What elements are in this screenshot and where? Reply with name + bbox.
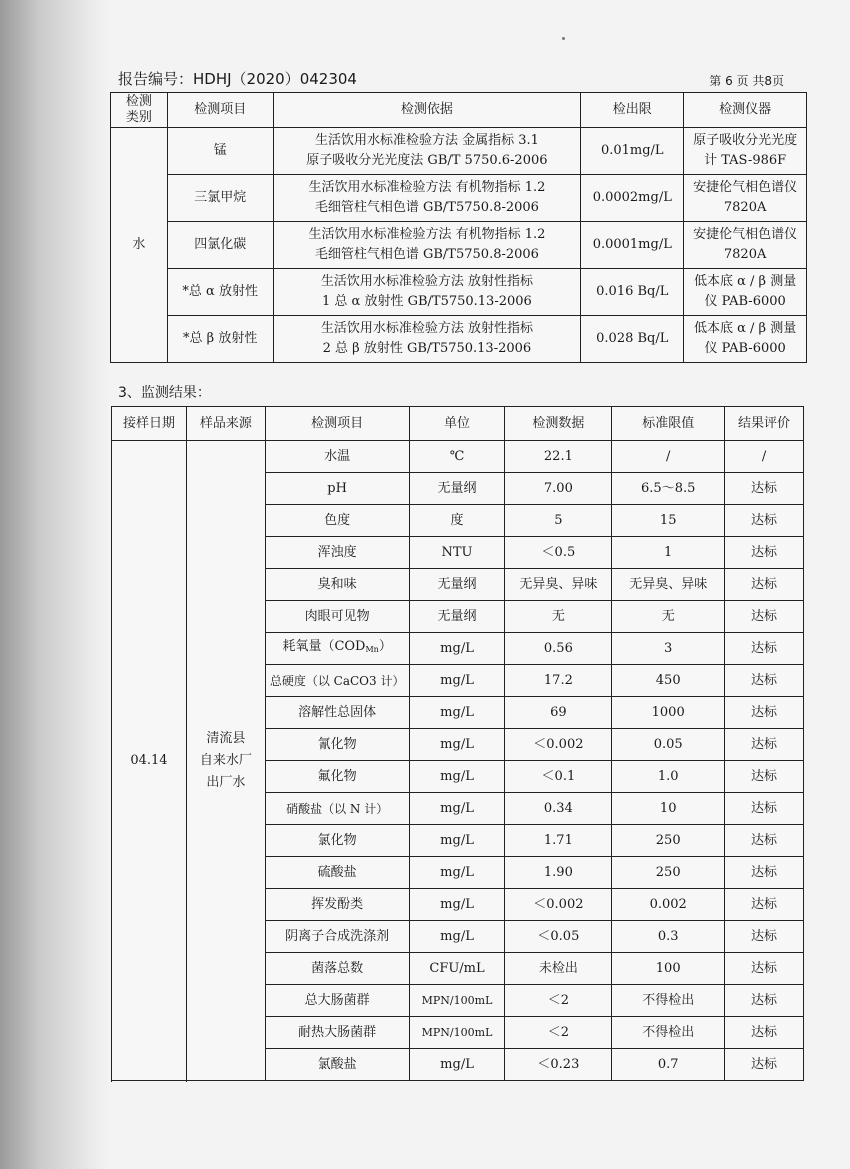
result-evaluation: / — [725, 441, 804, 473]
method-basis — [273, 316, 581, 363]
result-data: ＜0.1 — [505, 761, 612, 793]
result-data: 7.00 — [505, 473, 612, 505]
method-limit: 0.028 Bq/L — [581, 316, 684, 363]
result-data: ＜0.5 — [505, 537, 612, 569]
col-header-limit: 检出限 — [581, 93, 684, 128]
method-limit: 0.016 Bq/L — [581, 269, 684, 316]
col-header-date: 接样日期 — [112, 407, 187, 441]
result-item-close: ） — [378, 639, 392, 654]
result-evaluation: 达标 — [725, 889, 804, 921]
result-limit: 6.5～8.5 — [612, 473, 725, 505]
result-item: 总大肠菌群 — [265, 985, 409, 1017]
method-row — [111, 222, 807, 269]
result-item: 总硬度（以 CaCO3 计） — [265, 665, 409, 697]
result-unit: MPN/100mL — [409, 1017, 505, 1049]
result-item-subscript: Mn — [365, 645, 379, 654]
result-evaluation: 达标 — [725, 761, 804, 793]
result-unit: mg/L — [409, 857, 505, 889]
instrument-line-2: 7820A — [723, 200, 767, 215]
result-item: 挥发酚类 — [265, 889, 409, 921]
instrument-line-1: 安捷伦气相色谱仪 — [693, 180, 798, 195]
col-header-unit: 单位 — [409, 407, 505, 441]
result-item: 硝酸盐（以 N 计） — [265, 793, 409, 825]
method-item: 三氯甲烷 — [167, 175, 273, 222]
method-item: *总 α 放射性 — [167, 269, 273, 316]
result-limit: 250 — [612, 857, 725, 889]
instrument-line-2: 仪 PAB-6000 — [704, 294, 786, 309]
result-data: ＜0.002 — [505, 729, 612, 761]
result-evaluation: 达标 — [725, 729, 804, 761]
col-header-source: 样品来源 — [186, 407, 265, 441]
method-basis — [273, 175, 581, 222]
page-number: 第 6 页 共8页 — [709, 74, 784, 88]
result-data: ＜2 — [505, 1017, 612, 1049]
method-item: 锰 — [167, 128, 273, 175]
result-item: 氯化物 — [265, 825, 409, 857]
result-limit: 不得检出 — [612, 1017, 725, 1049]
instrument-line-2: 仪 PAB-6000 — [704, 341, 786, 356]
result-unit: CFU/mL — [409, 953, 505, 985]
result-header-row — [112, 407, 804, 441]
result-data: 1.90 — [505, 857, 612, 889]
result-evaluation: 达标 — [725, 857, 804, 889]
method-basis — [273, 269, 581, 316]
result-data: ＜2 — [505, 985, 612, 1017]
result-data: 1.71 — [505, 825, 612, 857]
result-unit: mg/L — [409, 1049, 505, 1081]
basis-line-1: 生活饮用水标准检验方法 放射性指标 — [320, 274, 533, 289]
method-row — [111, 316, 807, 363]
result-limit: 450 — [612, 665, 725, 697]
result-evaluation: 达标 — [725, 633, 804, 665]
result-unit: 无量纲 — [409, 569, 505, 601]
method-item: 四氯化碳 — [167, 222, 273, 269]
result-limit: 0.002 — [612, 889, 725, 921]
result-limit: / — [612, 441, 725, 473]
result-unit: mg/L — [409, 697, 505, 729]
result-unit: mg/L — [409, 921, 505, 953]
result-evaluation: 达标 — [725, 1049, 804, 1081]
result-data: ＜0.05 — [505, 921, 612, 953]
result-item: 臭和味 — [265, 569, 409, 601]
result-item: 菌落总数 — [265, 953, 409, 985]
result-item: 氟化物 — [265, 761, 409, 793]
category-cell: 水 — [111, 128, 168, 363]
col-header-standard: 标准限值 — [612, 407, 725, 441]
scan-speck — [562, 37, 565, 40]
result-evaluation: 达标 — [725, 985, 804, 1017]
result-unit: mg/L — [409, 761, 505, 793]
basis-line-2: 2 总 β 放射性 GB/T5750.13-2006 — [322, 341, 532, 356]
result-limit: 无异臭、异味 — [612, 569, 725, 601]
result-unit: mg/L — [409, 793, 505, 825]
basis-line-2: 毛细管柱气相色谱 GB/T5750.8-2006 — [314, 200, 539, 215]
instrument-line-2: 7820A — [723, 247, 767, 262]
report-number: 报告编号：HDHJ（2020）042304 — [118, 70, 357, 88]
basis-line-1: 生活饮用水标准检验方法 金属指标 3.1 — [314, 133, 539, 148]
result-limit: 1 — [612, 537, 725, 569]
result-item: 水温 — [265, 441, 409, 473]
sample-source: 清流县 自来水厂 出厂水 — [186, 441, 265, 1081]
result-limit: 10 — [612, 793, 725, 825]
result-evaluation: 达标 — [725, 953, 804, 985]
result-evaluation: 达标 — [725, 473, 804, 505]
result-item: 阴离子合成洗涤剂 — [265, 921, 409, 953]
result-data: 无 — [505, 601, 612, 633]
result-item: 肉眼可见物 — [265, 601, 409, 633]
result-evaluation: 达标 — [725, 665, 804, 697]
result-unit: mg/L — [409, 633, 505, 665]
method-limit: 0.0001mg/L — [581, 222, 684, 269]
result-limit: 0.7 — [612, 1049, 725, 1081]
method-row — [111, 175, 807, 222]
result-unit: NTU — [409, 537, 505, 569]
method-basis — [273, 222, 581, 269]
result-evaluation: 达标 — [725, 825, 804, 857]
basis-line-2: 原子吸收分光光度法 GB/T 5750.6-2006 — [306, 153, 548, 168]
method-instrument — [684, 175, 807, 222]
result-evaluation: 达标 — [725, 921, 804, 953]
result-unit: mg/L — [409, 665, 505, 697]
col-header-basis: 检测依据 — [273, 93, 581, 128]
result-evaluation: 达标 — [725, 537, 804, 569]
instrument-line-1: 低本底 α / β 测量 — [694, 321, 797, 336]
result-item: 耐热大肠菌群 — [265, 1017, 409, 1049]
method-item: *总 β 放射性 — [167, 316, 273, 363]
result-limit: 15 — [612, 505, 725, 537]
col-header-test-item: 检测项目 — [265, 407, 409, 441]
result-limit: 100 — [612, 953, 725, 985]
col-header-instrument: 检测仪器 — [684, 93, 807, 128]
result-data: 0.34 — [505, 793, 612, 825]
col-header-item: 检测项目 — [167, 93, 273, 128]
result-evaluation: 达标 — [725, 505, 804, 537]
result-unit: mg/L — [409, 729, 505, 761]
result-limit: 0.3 — [612, 921, 725, 953]
method-header-row — [111, 93, 807, 128]
result-limit: 无 — [612, 601, 725, 633]
basis-line-2: 1 总 α 放射性 GB/T5750.13-2006 — [322, 294, 532, 309]
page-header — [118, 68, 808, 90]
result-unit: ℃ — [409, 441, 505, 473]
result-item: 硫酸盐 — [265, 857, 409, 889]
method-limit: 0.0002mg/L — [581, 175, 684, 222]
result-limit: 250 — [612, 825, 725, 857]
result-item: 氰化物 — [265, 729, 409, 761]
method-instrument — [684, 269, 807, 316]
result-evaluation: 达标 — [725, 1017, 804, 1049]
result-item — [265, 633, 409, 665]
instrument-line-1: 原子吸收分光光度 — [693, 133, 798, 148]
col-header-category: 检测 类别 — [111, 93, 168, 128]
basis-line-2: 毛细管柱气相色谱 GB/T5750.8-2006 — [314, 247, 539, 262]
method-instrument — [684, 222, 807, 269]
result-data: 无异臭、异味 — [505, 569, 612, 601]
result-limit: 3 — [612, 633, 725, 665]
result-limit: 1000 — [612, 697, 725, 729]
result-row — [112, 441, 804, 473]
instrument-line-2: 计 TAS-986F — [704, 153, 787, 168]
result-item: 色度 — [265, 505, 409, 537]
sample-date: 04.14 — [112, 441, 187, 1081]
section-title: 3、监测结果： — [118, 385, 211, 401]
result-unit: mg/L — [409, 889, 505, 921]
result-item-text: 耗氧量（COD — [282, 639, 366, 654]
instrument-line-1: 安捷伦气相色谱仪 — [693, 227, 798, 242]
result-limit: 0.05 — [612, 729, 725, 761]
result-data: 69 — [505, 697, 612, 729]
result-data: ＜0.002 — [505, 889, 612, 921]
result-item: 氯酸盐 — [265, 1049, 409, 1081]
method-row — [111, 269, 807, 316]
result-item: 浑浊度 — [265, 537, 409, 569]
result-unit: 无量纲 — [409, 473, 505, 505]
method-limit: 0.01mg/L — [581, 128, 684, 175]
result-item: 溶解性总固体 — [265, 697, 409, 729]
col-header-evaluation: 结果评价 — [725, 407, 804, 441]
result-unit: mg/L — [409, 825, 505, 857]
result-unit: MPN/100mL — [409, 985, 505, 1017]
instrument-line-1: 低本底 α / β 测量 — [694, 274, 797, 289]
result-evaluation: 达标 — [725, 793, 804, 825]
result-unit: 无量纲 — [409, 601, 505, 633]
result-unit: 度 — [409, 505, 505, 537]
result-limit: 1.0 — [612, 761, 725, 793]
result-data: ＜0.23 — [505, 1049, 612, 1081]
method-instrument — [684, 316, 807, 363]
result-data: 22.1 — [505, 441, 612, 473]
result-item: pH — [265, 473, 409, 505]
col-header-data: 检测数据 — [505, 407, 612, 441]
method-table — [110, 92, 807, 363]
result-limit: 不得检出 — [612, 985, 725, 1017]
scan-binding-shadow — [0, 0, 110, 1169]
result-data: 未检出 — [505, 953, 612, 985]
basis-line-1: 生活饮用水标准检验方法 放射性指标 — [320, 321, 533, 336]
result-evaluation: 达标 — [725, 569, 804, 601]
basis-line-1: 生活饮用水标准检验方法 有机物指标 1.2 — [308, 227, 546, 242]
method-row — [111, 128, 807, 175]
method-basis — [273, 128, 581, 175]
result-evaluation: 达标 — [725, 601, 804, 633]
result-data: 5 — [505, 505, 612, 537]
result-data: 17.2 — [505, 665, 612, 697]
result-data: 0.56 — [505, 633, 612, 665]
method-instrument — [684, 128, 807, 175]
basis-line-1: 生活饮用水标准检验方法 有机物指标 1.2 — [308, 180, 546, 195]
result-evaluation: 达标 — [725, 697, 804, 729]
result-table — [111, 406, 804, 1081]
